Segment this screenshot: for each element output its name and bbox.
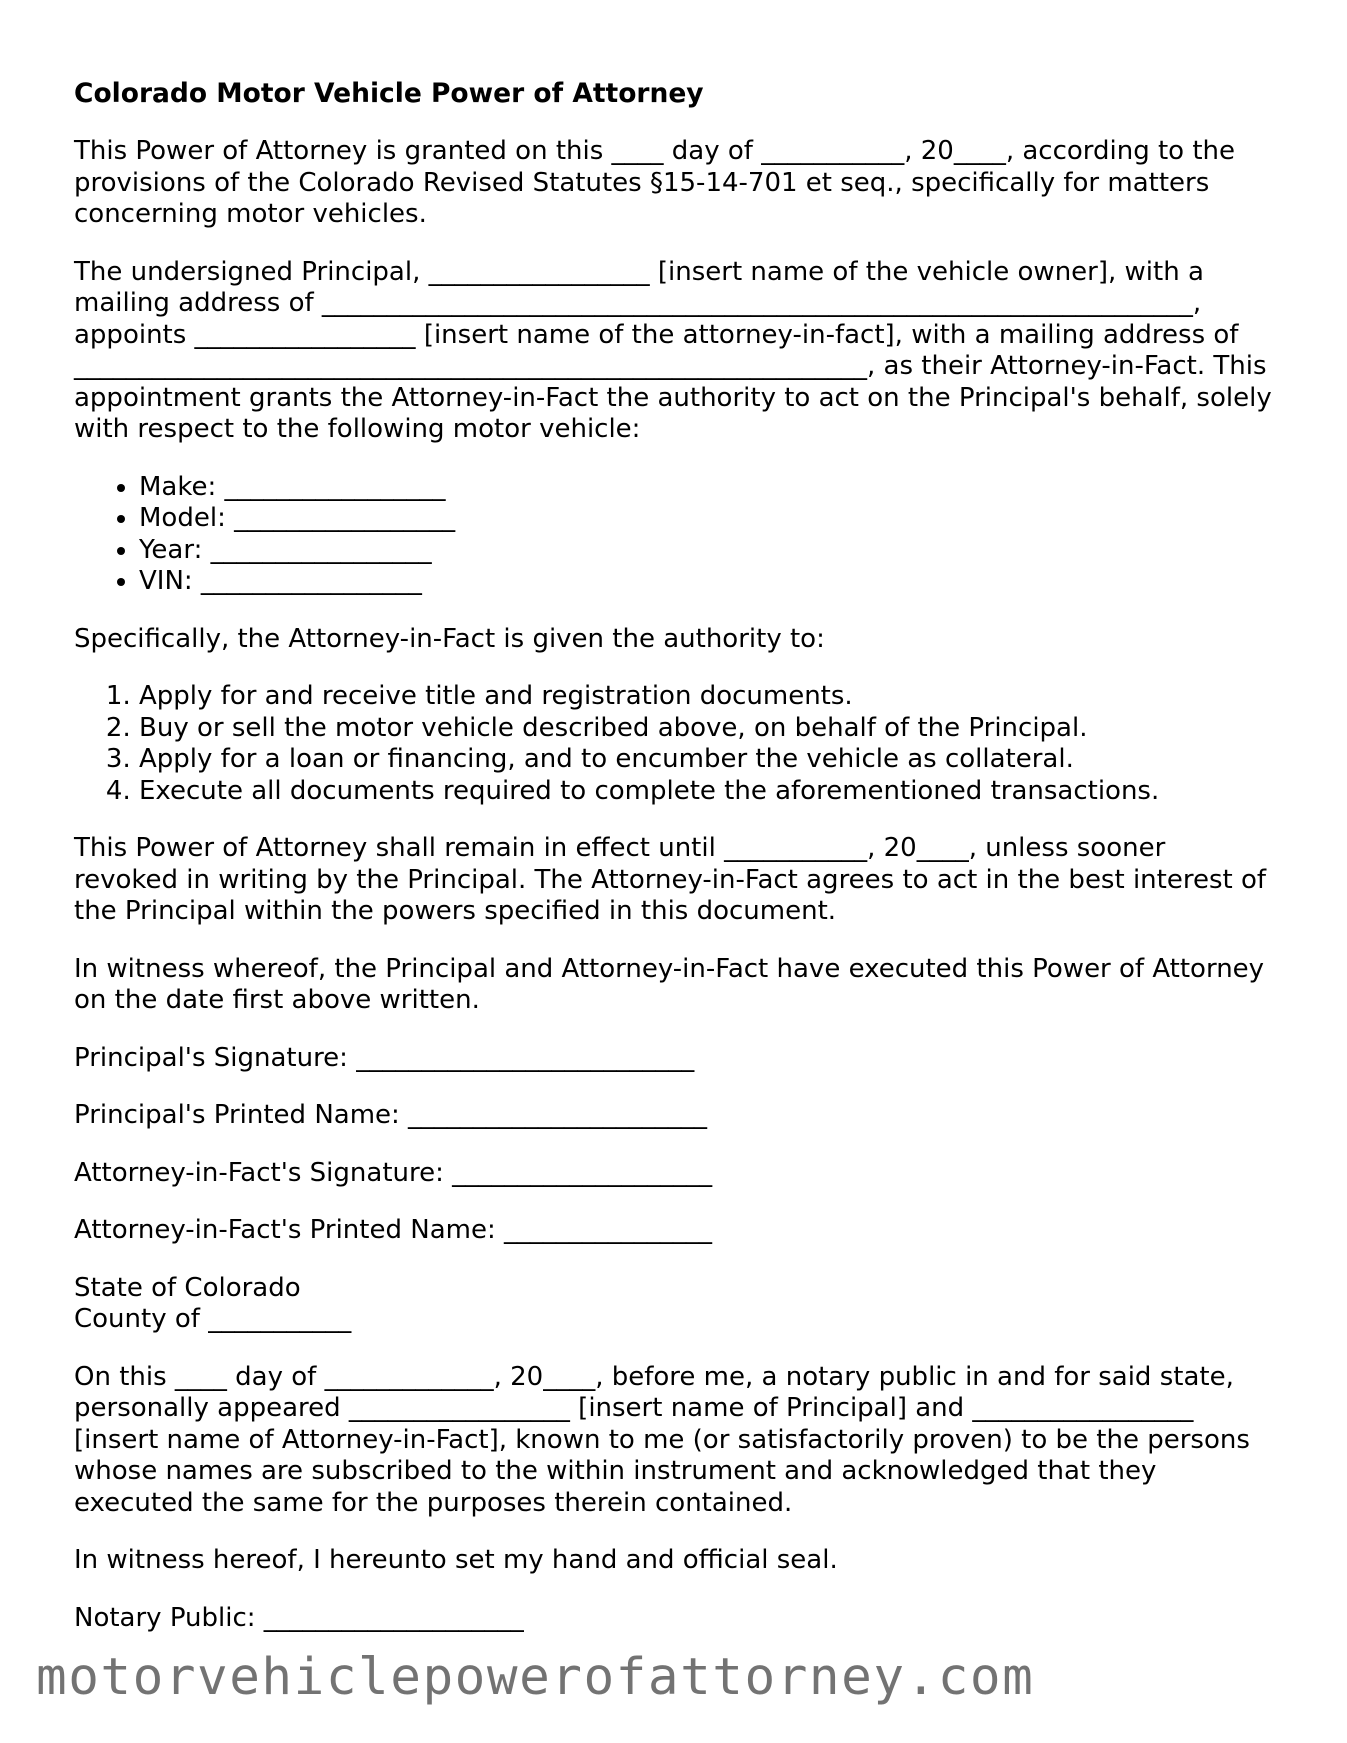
aif-signature-line: Attorney-in-Fact's Signature: ____________________ xyxy=(74,1157,713,1188)
watermark: motorvehiclepowerofattorney.com xyxy=(36,1648,1035,1707)
power-item: 2. Buy or sell the motor vehicle described above, on behalf of the Principal. xyxy=(139,713,1274,745)
vehicle-fields-list xyxy=(74,472,1274,598)
county-line: County of ___________ xyxy=(74,1304,352,1334)
witness-paragraph: In witness whereof, the Principal and Attorney-in-Fact have executed this Power of Attorney on the date first above written. xyxy=(74,953,1265,1015)
notary-public-line: Notary Public: ____________________ xyxy=(74,1602,524,1633)
vehicle-make-field: • Make: _________________ xyxy=(139,472,1274,504)
document-title: Colorado Motor Vehicle Power of Attorney xyxy=(74,78,704,109)
power-item: 1. Apply for and receive title and registration documents. xyxy=(139,681,1274,713)
document-page xyxy=(74,78,1274,1660)
vehicle-year-field: • Year: _________________ xyxy=(139,535,1274,567)
intro-paragraph: This Power of Attorney is granted on this ____ day of ___________, 20____, according to the provisions of the Colorado Revised Statutes §15-14-701 et seq., specifically for matters concerning motor vehicles. xyxy=(74,136,1236,229)
vehicle-vin-field: • VIN: _________________ xyxy=(139,566,1274,598)
powers-list xyxy=(74,681,1274,807)
duration-paragraph: This Power of Attorney shall remain in effect until ___________, 20____, unless sooner revoked in writing by the Principal. The Attorney-in-Fact agrees to act in the best interest of the Principal within the powers specified in this document. xyxy=(74,833,1267,926)
state-line: State of Colorado xyxy=(74,1272,301,1303)
appointment-paragraph: The undersigned Principal, _________________ [insert name of the vehicle owner], with a mailing address of ___________________________________________________________________, appoints _________________ [insert name of the attorney-in-fact], with a mailing address of _____________________________________________________________, as their Attorney-in-Fact. This appointment grants the Attorney-in-Fact the authority to act on the Principal's behalf, solely with respect to the following motor vehicle: xyxy=(74,256,1272,444)
authority-intro: Specifically, the Attorney-in-Fact is given the authority to: xyxy=(74,623,825,654)
vehicle-model-field: • Model: _________________ xyxy=(139,503,1274,535)
notary-statement: On this ____ day of _____________, 20____, before me, a notary public in and for said state, personally appeared _________________ [insert name of Principal] and _________________ [insert name of Attorney-in-Fact], known to me (or satisfactorily proven) to be the persons whose names are subscribed to the within instrument and acknowledged that they executed the same for the purposes therein contained. xyxy=(74,1361,1250,1518)
aif-printed-name-line: Attorney-in-Fact's Printed Name: ________________ xyxy=(74,1215,712,1245)
notary-venue xyxy=(74,1273,1274,1336)
seal-line: In witness hereof, I hereunto set my hand and official seal. xyxy=(74,1545,838,1575)
principal-printed-name-line: Principal's Printed Name: _______________________ xyxy=(74,1100,708,1130)
power-item: 3. Apply for a loan or financing, and to encumber the vehicle as collateral. xyxy=(139,744,1274,776)
principal-signature-line: Principal's Signature: __________________________ xyxy=(74,1042,695,1073)
power-item: 4. Execute all documents required to complete the aforementioned transactions. xyxy=(139,776,1274,808)
